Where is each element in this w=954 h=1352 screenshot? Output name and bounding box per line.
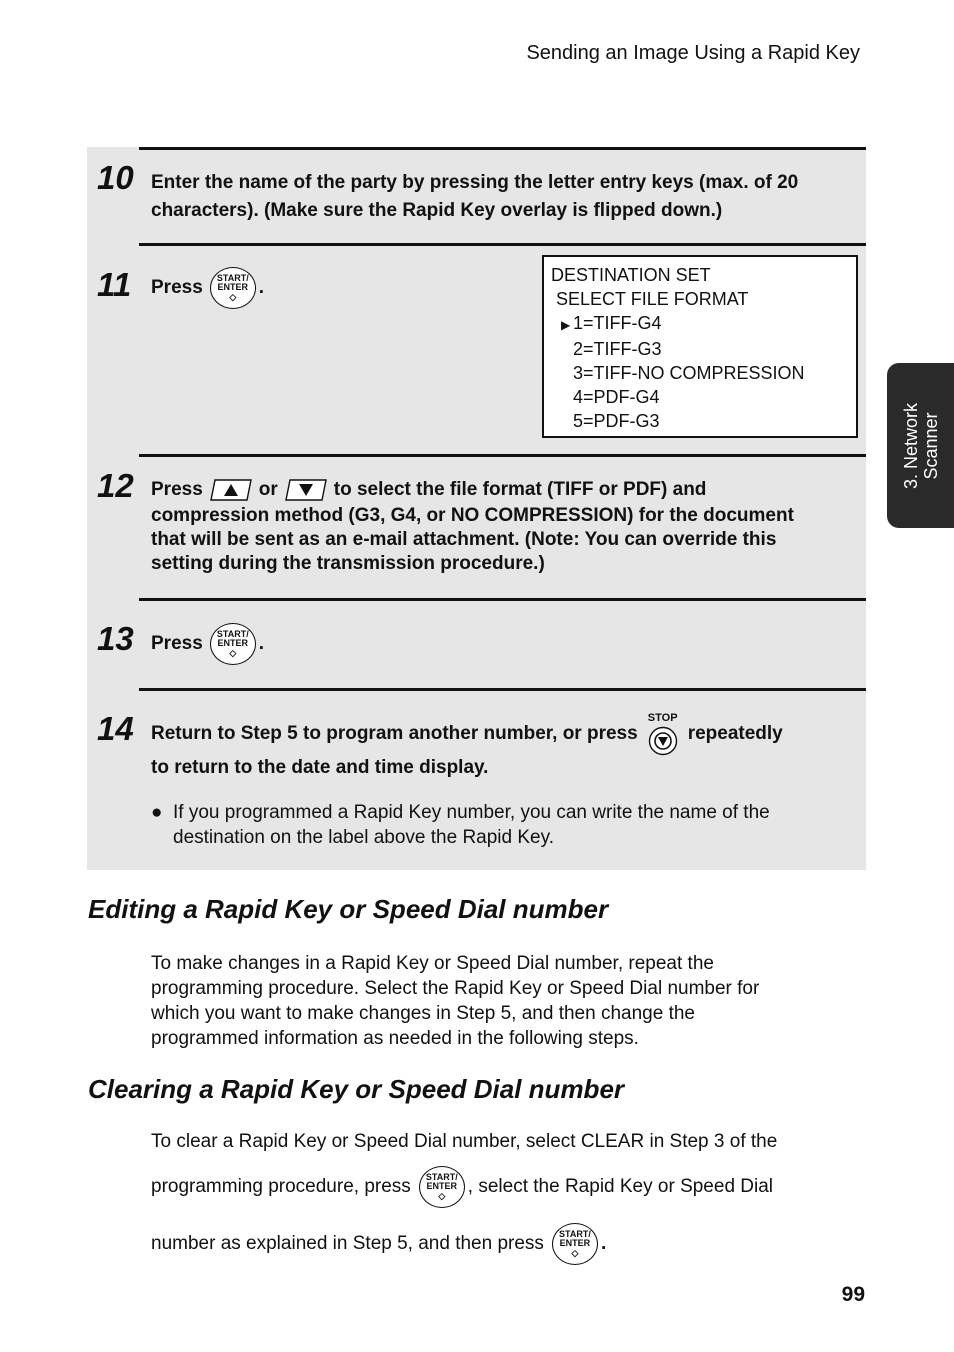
editing-heading: Editing a Rapid Key or Speed Dial number: [88, 894, 609, 924]
stop-key-label: STOP: [647, 711, 678, 724]
press-label: Press: [151, 277, 203, 298]
clearing-heading: Clearing a Rapid Key or Speed Dial number: [88, 1074, 625, 1104]
page-number: 99: [841, 1283, 865, 1306]
key-glyph: ◇: [229, 292, 237, 302]
step-10-text: [151, 169, 861, 225]
start-enter-key-icon: [210, 623, 256, 665]
paragraph-line: programming procedure. Select the Rapid Key or Speed Dial number for: [151, 978, 760, 999]
step-12-line: that will be sent as an e-mail attachment. (Note: You can override this: [151, 529, 777, 550]
chapter-tab: [887, 363, 954, 528]
key-glyph: ◇: [438, 1191, 446, 1201]
stop-key: [648, 713, 678, 756]
note-bullet: [151, 800, 831, 850]
key-label: START/: [559, 1229, 591, 1239]
step-12-text: [151, 476, 861, 576]
note-line: If you programmed a Rapid Key number, you can write the name of the: [173, 802, 770, 823]
key-label: START/: [425, 1172, 458, 1182]
paragraph-line: programmed information as needed in the following steps.: [151, 1028, 639, 1049]
paragraph-line: To make changes in a Rapid Key or Speed Dial number, repeat the: [151, 953, 714, 974]
step-number: 12: [97, 467, 134, 504]
step-divider: [139, 147, 866, 150]
step-divider: [139, 243, 866, 246]
period: .: [258, 277, 265, 298]
step-14-line: [151, 712, 851, 756]
clearing-line: To clear a Rapid Key or Speed Dial number, select CLEAR in Step 3 of the: [151, 1131, 778, 1152]
key-label: ENTER: [426, 1181, 458, 1191]
step-14-line-text: Return to Step 5 to program another number, or press: [151, 723, 638, 744]
step-13-text: [151, 623, 264, 665]
lcd-option: 5=PDF-G3: [573, 411, 660, 431]
step-14-line: to return to the date and time display.: [151, 757, 489, 778]
step-14-line-text: repeatedly: [687, 723, 783, 744]
lcd-option: 4=PDF-G4: [573, 387, 660, 407]
steps-panel: [87, 147, 866, 870]
step-number: 11: [97, 266, 132, 303]
step-number: 14: [97, 710, 134, 747]
step-number: 10: [97, 159, 134, 196]
key-label: ENTER: [217, 282, 249, 292]
key-label: ENTER: [217, 638, 249, 648]
stop-key-icon: [648, 726, 678, 756]
running-header: Sending an Image Using a Rapid Key: [526, 42, 860, 64]
step-12-line: setting during the transmission procedure.): [151, 553, 545, 574]
step-10-line: Enter the name of the party by pressing the letter entry keys (max. of 20: [151, 172, 799, 193]
period: .: [600, 1233, 607, 1254]
chapter-tab-line: 3. Network: [900, 402, 921, 489]
step-14-text: [151, 712, 851, 780]
up-arrow-key-icon: [209, 479, 253, 501]
press-label: Press: [151, 479, 203, 500]
note-text: [173, 800, 831, 850]
clearing-line-text: number as explained in Step 5, and then press: [151, 1233, 544, 1254]
down-arrow-key-icon: [284, 479, 328, 501]
editing-paragraph: [151, 951, 841, 1051]
step-divider: [139, 688, 866, 691]
or-label: or: [258, 479, 278, 500]
lcd-line: DESTINATION SET: [551, 265, 711, 285]
start-enter-key-icon: [210, 267, 256, 309]
start-enter-key-icon: [552, 1223, 598, 1265]
step-divider: [139, 454, 866, 457]
period: .: [258, 633, 265, 654]
key-glyph: ◇: [571, 1248, 579, 1258]
key-label: START/: [216, 629, 249, 639]
step-10-line: characters). (Make sure the Rapid Key overlay is flipped down.): [151, 200, 723, 221]
lcd-option-label: 1=TIFF-G4: [573, 313, 662, 333]
lcd-display: [542, 255, 858, 438]
step-11-text: [151, 267, 264, 309]
lcd-option-selected: [551, 311, 856, 337]
clearing-line: [151, 1166, 773, 1208]
clearing-line-text: programming procedure, press: [151, 1176, 411, 1197]
clearing-line: [151, 1223, 606, 1265]
start-enter-key-icon: [419, 1166, 465, 1208]
chapter-tab-label: [901, 402, 941, 488]
step-divider: [139, 598, 866, 601]
key-glyph: ◇: [229, 648, 237, 658]
lcd-line: SELECT FILE FORMAT: [556, 289, 749, 309]
chapter-tab-line: Scanner: [920, 411, 941, 480]
clearing-line-text: , select the Rapid Key or Speed Dial: [467, 1176, 774, 1197]
lcd-option: 2=TIFF-G3: [573, 339, 662, 359]
step-12-line-text: to select the file format (TIFF or PDF) and: [333, 479, 707, 500]
key-label: START/: [216, 273, 249, 283]
step-12-line: [151, 476, 861, 504]
bullet-icon: ●: [151, 802, 163, 823]
note-line: destination on the label above the Rapid Key.: [173, 827, 554, 848]
step-number: 13: [97, 620, 134, 657]
paragraph-line: which you want to make changes in Step 5, and then change the: [151, 1003, 695, 1024]
lcd-option: 3=TIFF-NO COMPRESSION: [573, 363, 805, 383]
key-label: ENTER: [559, 1238, 591, 1248]
press-label: Press: [151, 633, 203, 654]
step-12-line: compression method (G3, G4, or NO COMPRESSION) for the document: [151, 505, 794, 526]
pointer-icon: ▶: [561, 318, 571, 332]
